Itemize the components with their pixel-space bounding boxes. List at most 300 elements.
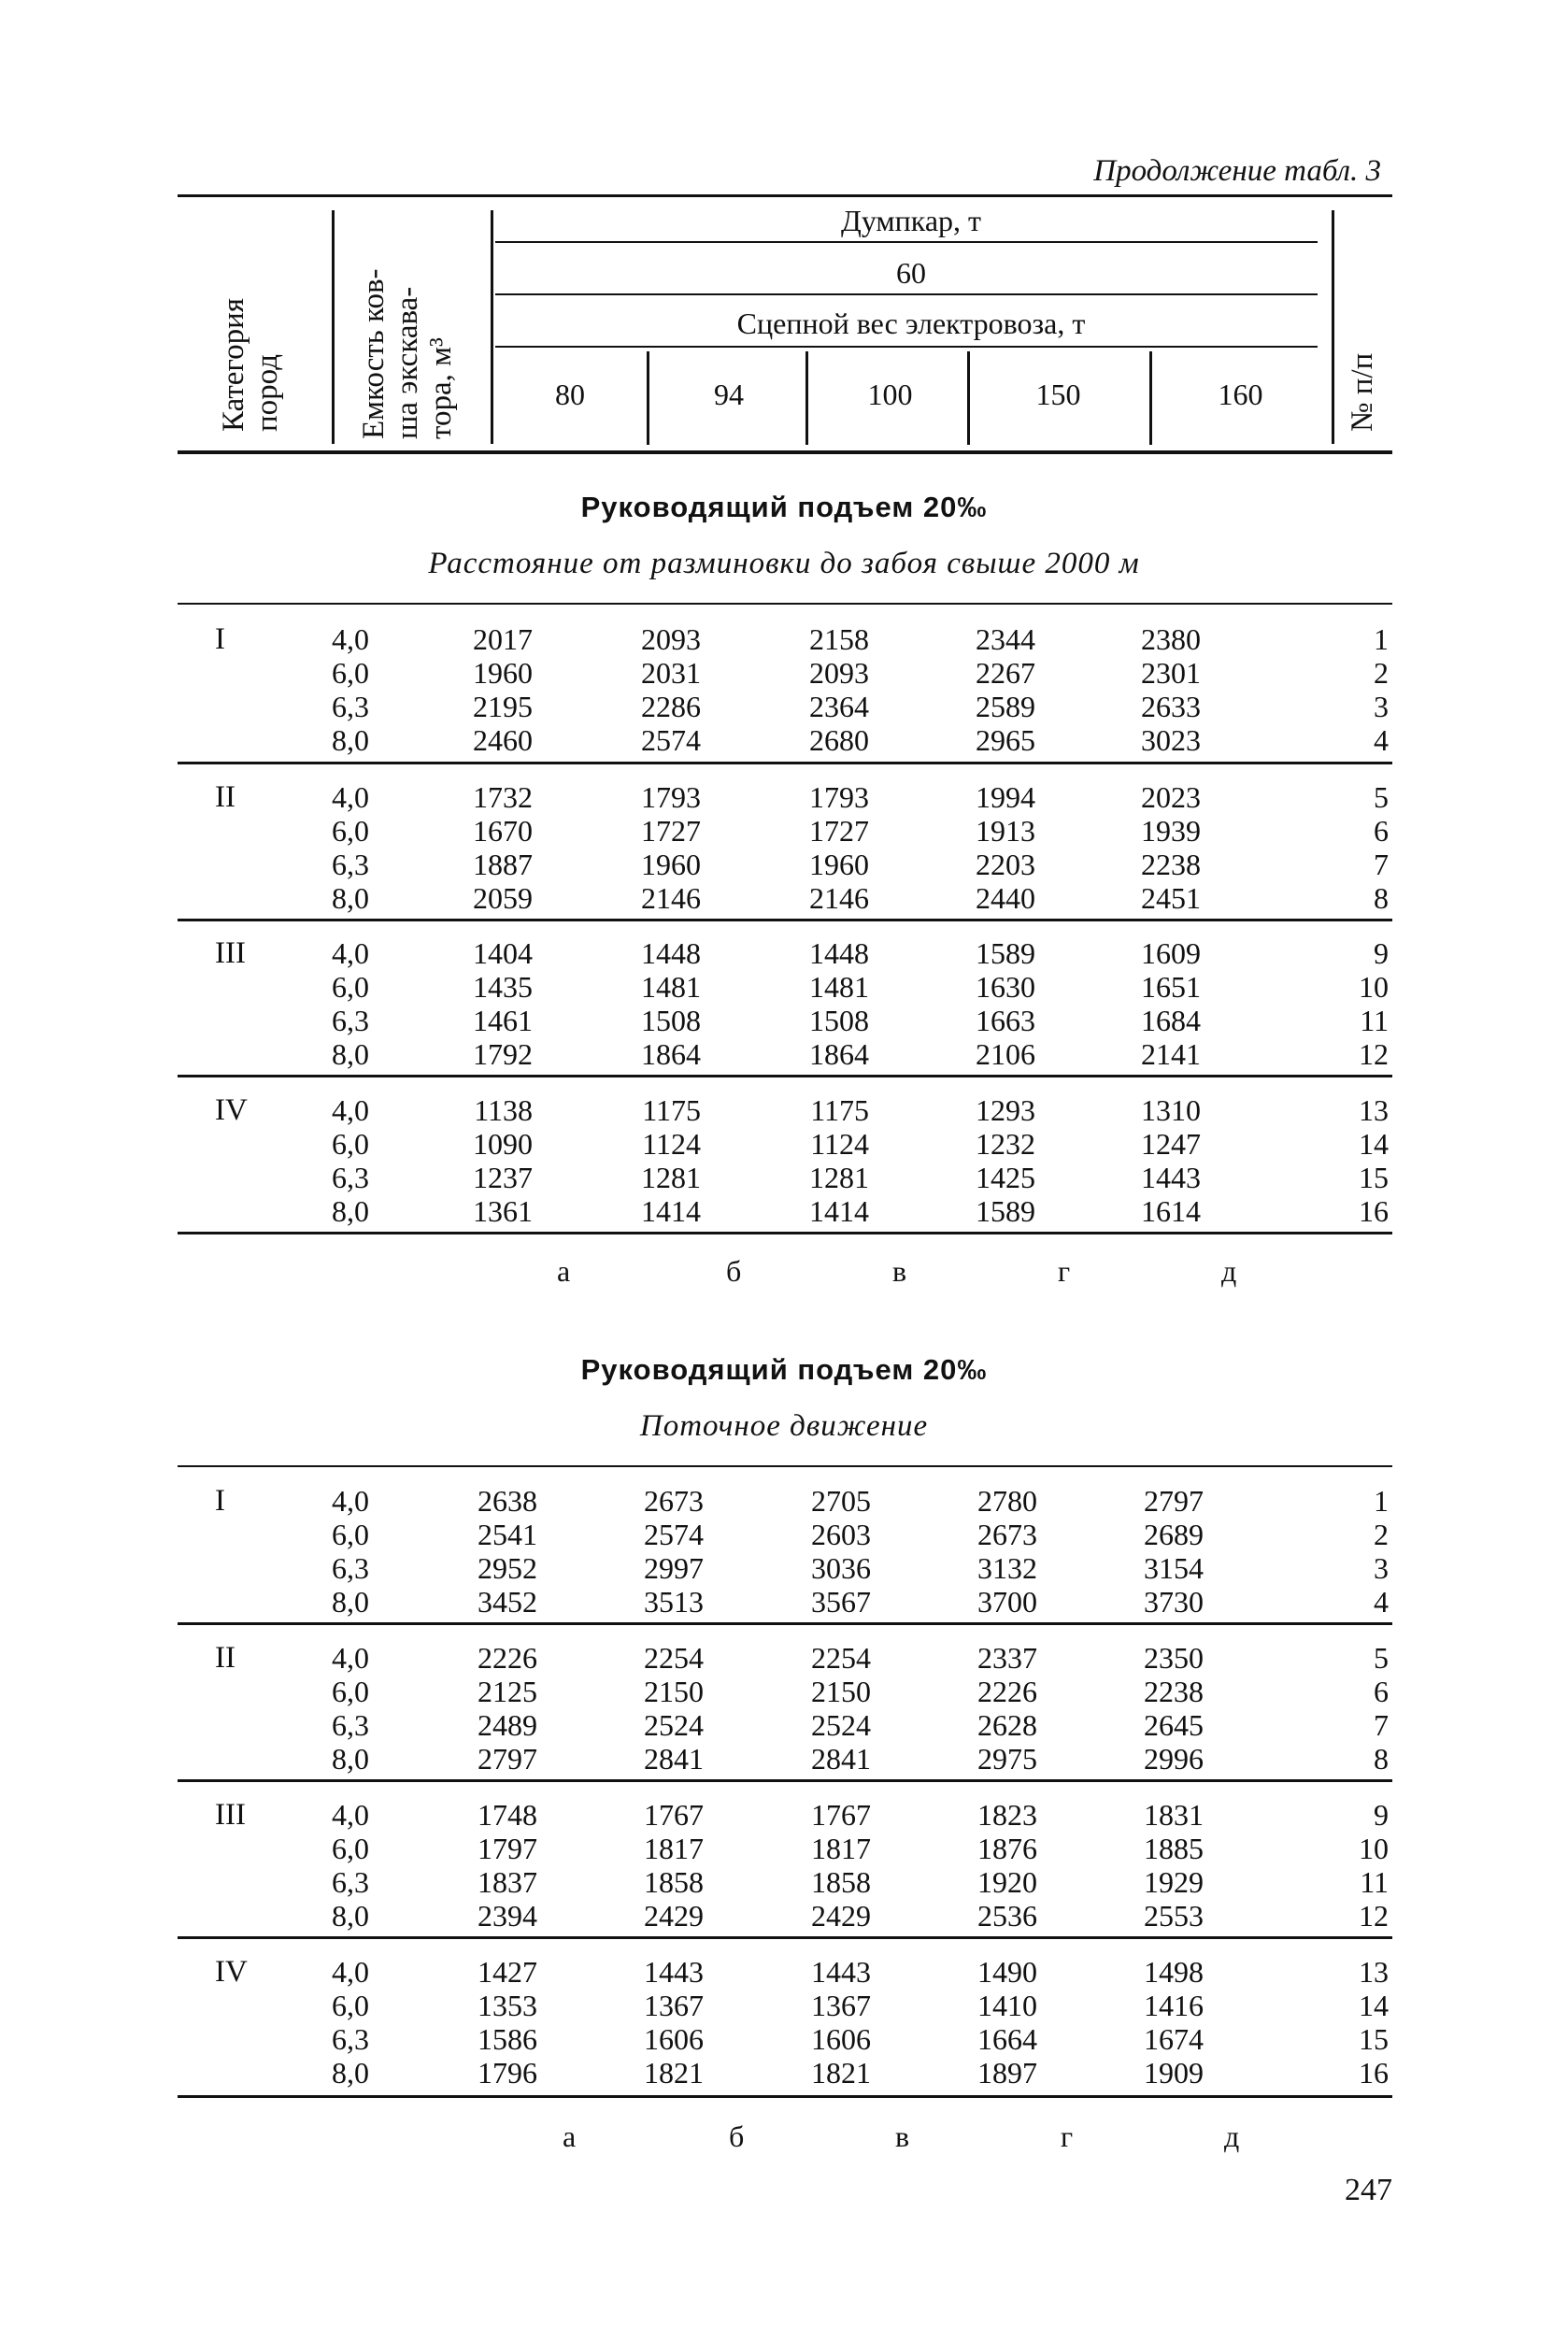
row-number: 5 (1374, 780, 1389, 814)
capacity-cell: 4,0 (332, 1798, 369, 1832)
row-number: 16 (1359, 2056, 1389, 2090)
capacity-cell: 4,0 (332, 1641, 369, 1675)
value-cell: 2394 (478, 1899, 537, 1933)
value-cell: 1674 (1144, 2022, 1204, 2056)
row-number: 1 (1374, 622, 1389, 656)
value-cell: 2146 (809, 881, 869, 915)
capacity-cell: 6,3 (332, 1161, 369, 1194)
value-cell: 1858 (644, 1865, 704, 1899)
value-cell: 2996 (1144, 1742, 1204, 1776)
capacity-cell: 4,0 (332, 1484, 369, 1518)
row-number-column (1346, 1798, 1389, 1933)
row-number: 4 (1374, 1585, 1389, 1619)
value-cell: 1281 (641, 1161, 701, 1194)
capacity-cell: 8,0 (332, 1037, 369, 1071)
capacity-cell: 8,0 (332, 1742, 369, 1776)
value-cell: 2337 (977, 1641, 1037, 1675)
value-cell: 1589 (976, 936, 1035, 970)
value-cell: 2106 (976, 1037, 1035, 1071)
column-letter: а (557, 1254, 571, 1288)
value-cell: 1281 (809, 1161, 869, 1194)
value-column-a (458, 1093, 533, 1228)
value-cell: 1837 (478, 1865, 537, 1899)
capacity-cell: 8,0 (332, 1194, 369, 1228)
header-weight-divider (647, 351, 649, 445)
row-number: 11 (1360, 1004, 1389, 1037)
value-cell: 1361 (473, 1194, 533, 1228)
value-cell: 1435 (473, 970, 533, 1004)
value-cell: 1909 (1144, 2056, 1204, 2090)
row-number-column (1346, 1093, 1389, 1228)
value-column-v (796, 1484, 871, 1619)
value-cell: 1793 (641, 780, 701, 814)
value-cell: 1416 (1144, 1989, 1204, 2022)
value-column-a (458, 780, 533, 915)
continuation-label: Продолжение табл. 3 (1093, 154, 1381, 188)
value-cell: 2364 (809, 690, 869, 723)
value-column-b (629, 1641, 704, 1776)
value-cell: 2203 (976, 848, 1035, 881)
header-dumpcar: Думпкар, т (840, 204, 982, 237)
data-group (178, 1093, 1392, 1250)
page-number: 247 (1345, 2173, 1392, 2207)
value-cell: 2628 (977, 1708, 1037, 1742)
header-weight: 100 (867, 378, 913, 411)
value-cell: 2254 (644, 1641, 704, 1675)
value-cell: 2841 (811, 1742, 871, 1776)
value-cell: 1508 (809, 1004, 869, 1037)
value-cell: 2997 (644, 1551, 704, 1585)
value-cell: 2146 (641, 881, 701, 915)
group-rule (178, 762, 1392, 764)
row-number: 13 (1359, 1955, 1389, 1989)
section-title: Руководящий подъем 20‰ (580, 491, 988, 523)
header-weight: 150 (1035, 378, 1081, 411)
value-cell: 2460 (473, 723, 533, 757)
value-cell: 1498 (1144, 1955, 1204, 1989)
row-number: 6 (1374, 814, 1389, 848)
column-letter: г (1058, 1254, 1071, 1288)
category-label: I (215, 622, 225, 656)
value-column-a (458, 936, 533, 1071)
section-subtitle: Поточное движение (639, 1409, 929, 1443)
value-cell: 2093 (641, 622, 701, 656)
capacity-cell: 8,0 (332, 723, 369, 757)
capacity-cell: 6,0 (332, 970, 369, 1004)
row-number: 2 (1374, 1518, 1389, 1551)
row-number: 16 (1359, 1194, 1389, 1228)
value-cell: 1090 (473, 1127, 533, 1161)
row-number: 14 (1359, 1127, 1389, 1161)
value-cell: 1586 (478, 2022, 537, 2056)
capacity-cell: 4,0 (332, 1955, 369, 1989)
value-column-d (1126, 622, 1201, 757)
row-number: 7 (1374, 1708, 1389, 1742)
data-group (178, 1798, 1392, 1955)
value-column-d (1129, 1641, 1204, 1776)
capacity-cell: 6,0 (332, 1518, 369, 1551)
value-cell: 2286 (641, 690, 701, 723)
value-cell: 2226 (977, 1675, 1037, 1708)
value-cell: 2633 (1141, 690, 1201, 723)
value-column-d (1126, 1093, 1201, 1228)
value-cell: 2093 (809, 656, 869, 690)
header-rule (495, 241, 1318, 243)
header-coupling-weight: Сцепной вес электровоза, т (736, 307, 1086, 340)
header-category-line: Категория (217, 298, 250, 432)
value-cell: 3023 (1141, 723, 1201, 757)
value-cell: 2489 (478, 1708, 537, 1742)
value-cell: 3154 (1144, 1551, 1204, 1585)
value-cell: 2589 (976, 690, 1035, 723)
value-cell: 3036 (811, 1551, 871, 1585)
capacity-column (294, 1955, 369, 2090)
header-dumpcar-value: 60 (896, 256, 926, 290)
value-cell: 1939 (1141, 814, 1201, 848)
value-cell: 1887 (473, 848, 533, 881)
value-cell: 2541 (478, 1518, 537, 1551)
header-rule (495, 346, 1318, 348)
header-row-number (1346, 353, 1379, 432)
value-cell: 1247 (1141, 1127, 1201, 1161)
value-cell: 2195 (473, 690, 533, 723)
row-number-column (1346, 936, 1389, 1071)
value-cell: 1232 (976, 1127, 1035, 1161)
value-cell: 1124 (810, 1127, 869, 1161)
value-cell: 2645 (1144, 1708, 1204, 1742)
value-cell: 1448 (641, 936, 701, 970)
capacity-column (294, 622, 369, 757)
value-cell: 2226 (478, 1641, 537, 1675)
value-column-b (626, 780, 701, 915)
value-cell: 3452 (478, 1585, 537, 1619)
capacity-cell: 6,0 (332, 1832, 369, 1865)
value-cell: 1727 (641, 814, 701, 848)
header-weight-divider (967, 351, 970, 445)
data-group (178, 622, 1392, 779)
section-top-rule (178, 603, 1392, 605)
value-column-g (961, 936, 1035, 1071)
value-cell: 2267 (976, 656, 1035, 690)
value-cell: 1913 (976, 814, 1035, 848)
row-number: 12 (1359, 1037, 1389, 1071)
header-weight: 160 (1218, 378, 1263, 411)
column-letter: г (1061, 2119, 1074, 2153)
header-weight-divider (805, 351, 808, 445)
value-cell: 1796 (478, 2056, 537, 2090)
row-number: 9 (1374, 1798, 1389, 1832)
section-bottom-rule (178, 1232, 1392, 1234)
value-cell: 1864 (641, 1037, 701, 1071)
value-column-v (796, 1641, 871, 1776)
value-cell: 2380 (1141, 622, 1201, 656)
value-cell: 2797 (478, 1742, 537, 1776)
value-cell: 2141 (1141, 1037, 1201, 1071)
group-rule (178, 1936, 1392, 1939)
capacity-cell: 6,0 (332, 1675, 369, 1708)
row-number: 2 (1374, 656, 1389, 690)
value-cell: 1508 (641, 1004, 701, 1037)
value-column-v (794, 622, 869, 757)
category-label: III (215, 1798, 246, 1832)
value-cell: 1821 (644, 2056, 704, 2090)
row-number: 14 (1359, 1989, 1389, 2022)
value-cell: 1614 (1141, 1194, 1201, 1228)
value-cell: 2680 (809, 723, 869, 757)
capacity-column (294, 780, 369, 915)
value-column-b (626, 622, 701, 757)
value-cell: 2344 (976, 622, 1035, 656)
value-cell: 2574 (644, 1518, 704, 1551)
capacity-cell: 6,0 (332, 814, 369, 848)
header-divider (491, 210, 493, 444)
value-column-a (463, 1798, 537, 1933)
value-cell: 2059 (473, 881, 533, 915)
value-column-d (1129, 1484, 1204, 1619)
category-label: II (215, 1641, 235, 1675)
value-cell: 1490 (977, 1955, 1037, 1989)
value-cell: 1748 (478, 1798, 537, 1832)
value-column-b (629, 1484, 704, 1619)
value-cell: 1367 (811, 1989, 871, 2022)
value-cell: 1817 (811, 1832, 871, 1865)
value-cell: 3730 (1144, 1585, 1204, 1619)
row-number-column (1346, 780, 1389, 915)
value-column-d (1129, 1798, 1204, 1933)
value-column-v (794, 936, 869, 1071)
value-column-v (796, 1955, 871, 2090)
section-top-rule (178, 1465, 1392, 1467)
row-number: 8 (1374, 881, 1389, 915)
value-cell: 1897 (977, 2056, 1037, 2090)
column-letter: д (1221, 1254, 1237, 1288)
value-cell: 1960 (809, 848, 869, 881)
capacity-cell: 6,3 (332, 1865, 369, 1899)
value-cell: 1767 (644, 1798, 704, 1832)
row-number: 4 (1374, 723, 1389, 757)
column-letters (0, 2119, 1568, 2157)
row-number-column (1346, 1484, 1389, 1619)
section-subtitle: Расстояние от разминовки до забоя свыше 2000 м (428, 547, 1140, 580)
header-bucket-capacity (357, 268, 458, 439)
value-cell: 1414 (641, 1194, 701, 1228)
row-number: 6 (1374, 1675, 1389, 1708)
header-bucket-line: Емкость ков- (357, 268, 391, 439)
value-cell: 3700 (977, 1585, 1037, 1619)
value-cell: 1427 (478, 1955, 537, 1989)
value-cell: 2797 (1144, 1484, 1204, 1518)
category-label: I (215, 1484, 225, 1518)
header-number-text: № п/п (1346, 352, 1379, 432)
header-divider (1332, 210, 1334, 444)
value-cell: 1920 (977, 1865, 1037, 1899)
column-letter: а (563, 2119, 577, 2153)
value-cell: 1353 (478, 1989, 537, 2022)
value-cell: 2975 (977, 1742, 1037, 1776)
header-weight: 94 (714, 378, 744, 411)
value-cell: 1367 (644, 1989, 704, 2022)
value-cell: 1237 (473, 1161, 533, 1194)
value-cell: 1448 (809, 936, 869, 970)
value-cell: 1293 (976, 1093, 1035, 1127)
group-rule (178, 1075, 1392, 1077)
value-cell: 1481 (809, 970, 869, 1004)
value-cell: 1404 (473, 936, 533, 970)
value-cell: 1664 (977, 2022, 1037, 2056)
value-cell: 2150 (644, 1675, 704, 1708)
value-cell: 2841 (644, 1742, 704, 1776)
value-cell: 1443 (811, 1955, 871, 1989)
value-column-a (463, 1641, 537, 1776)
value-column-g (962, 1641, 1037, 1776)
value-cell: 2429 (811, 1899, 871, 1933)
capacity-cell: 6,3 (332, 2022, 369, 2056)
value-cell: 2023 (1141, 780, 1201, 814)
value-cell: 3132 (977, 1551, 1037, 1585)
value-cell: 2238 (1141, 848, 1201, 881)
value-cell: 2429 (644, 1899, 704, 1933)
data-group (178, 1955, 1392, 2112)
header-weight: 80 (555, 378, 585, 411)
value-cell: 1929 (1144, 1865, 1204, 1899)
value-cell: 2673 (977, 1518, 1037, 1551)
value-cell: 1858 (811, 1865, 871, 1899)
value-column-a (458, 622, 533, 757)
value-cell: 2150 (811, 1675, 871, 1708)
value-cell: 1670 (473, 814, 533, 848)
capacity-column (294, 1093, 369, 1228)
value-cell: 2350 (1144, 1641, 1204, 1675)
value-cell: 2451 (1141, 881, 1201, 915)
value-cell: 1727 (809, 814, 869, 848)
value-cell: 1960 (473, 656, 533, 690)
value-cell: 1606 (811, 2022, 871, 2056)
value-cell: 1410 (977, 1989, 1037, 2022)
value-cell: 2031 (641, 656, 701, 690)
capacity-cell: 4,0 (332, 936, 369, 970)
value-column-a (463, 1955, 537, 2090)
value-column-v (796, 1798, 871, 1933)
value-cell: 3513 (644, 1585, 704, 1619)
row-number-column (1346, 622, 1389, 757)
header-category-line: пород (250, 354, 284, 432)
value-cell: 2524 (811, 1708, 871, 1742)
capacity-cell: 4,0 (332, 622, 369, 656)
value-column-g (961, 780, 1035, 915)
row-number: 7 (1374, 848, 1389, 881)
row-number-column (1346, 1955, 1389, 2090)
group-rule (178, 1622, 1392, 1625)
group-rule (178, 1779, 1392, 1782)
row-number: 12 (1359, 1899, 1389, 1933)
value-cell: 1732 (473, 780, 533, 814)
row-number: 15 (1359, 1161, 1389, 1194)
value-cell: 1606 (644, 2022, 704, 2056)
capacity-cell: 8,0 (332, 1899, 369, 1933)
value-column-g (961, 622, 1035, 757)
capacity-column (294, 1798, 369, 1933)
column-letter: в (892, 1254, 907, 1288)
value-cell: 1684 (1141, 1004, 1201, 1037)
value-cell: 2440 (976, 881, 1035, 915)
value-cell: 1481 (641, 970, 701, 1004)
value-column-d (1126, 780, 1201, 915)
row-number: 8 (1374, 1742, 1389, 1776)
value-cell: 1443 (644, 1955, 704, 1989)
column-letter: в (895, 2119, 910, 2153)
data-group (178, 936, 1392, 1093)
value-cell: 1663 (976, 1004, 1035, 1037)
value-cell: 1767 (811, 1798, 871, 1832)
capacity-cell: 6,0 (332, 656, 369, 690)
capacity-cell: 6,3 (332, 690, 369, 723)
category-label: III (215, 936, 246, 970)
value-cell: 1609 (1141, 936, 1201, 970)
capacity-cell: 6,0 (332, 1127, 369, 1161)
value-cell: 1589 (976, 1194, 1035, 1228)
value-cell: 1175 (642, 1093, 701, 1127)
value-cell: 2524 (644, 1708, 704, 1742)
value-column-g (962, 1955, 1037, 2090)
row-number: 15 (1359, 2022, 1389, 2056)
row-number: 5 (1374, 1641, 1389, 1675)
data-group (178, 1641, 1392, 1798)
row-number: 1 (1374, 1484, 1389, 1518)
header-bottom-rule (178, 450, 1392, 454)
category-label: IV (215, 1093, 248, 1127)
row-number: 13 (1359, 1093, 1389, 1127)
capacity-column (294, 1484, 369, 1619)
row-number: 11 (1360, 1865, 1389, 1899)
value-cell: 1797 (478, 1832, 537, 1865)
value-cell: 1310 (1141, 1093, 1201, 1127)
group-rule (178, 919, 1392, 921)
column-letter: б (726, 1254, 742, 1288)
header-bucket-line: тора, м³ (424, 337, 458, 439)
header-top-rule (178, 194, 1392, 197)
header-weight-divider (1149, 351, 1152, 445)
value-cell: 1960 (641, 848, 701, 881)
value-cell: 2780 (977, 1484, 1037, 1518)
value-cell: 2017 (473, 622, 533, 656)
value-cell: 2689 (1144, 1518, 1204, 1551)
category-label: IV (215, 1955, 248, 1989)
capacity-cell: 8,0 (332, 2056, 369, 2090)
value-column-g (961, 1093, 1035, 1228)
value-cell: 1461 (473, 1004, 533, 1037)
column-letter: б (729, 2119, 745, 2153)
value-cell: 1792 (473, 1037, 533, 1071)
value-column-b (626, 936, 701, 1071)
capacity-cell: 6,3 (332, 848, 369, 881)
value-column-d (1129, 1955, 1204, 2090)
value-cell: 2536 (977, 1899, 1037, 1933)
value-cell: 1651 (1141, 970, 1201, 1004)
value-cell: 1876 (977, 1832, 1037, 1865)
value-cell: 1443 (1141, 1161, 1201, 1194)
value-cell: 2952 (478, 1551, 537, 1585)
value-cell: 2705 (811, 1484, 871, 1518)
section-title: Руководящий подъем 20‰ (580, 1353, 988, 1386)
value-cell: 2238 (1144, 1675, 1204, 1708)
value-cell: 1994 (976, 780, 1035, 814)
value-cell: 3567 (811, 1585, 871, 1619)
value-column-g (962, 1484, 1037, 1619)
row-number: 10 (1359, 1832, 1389, 1865)
value-column-b (629, 1798, 704, 1933)
value-cell: 1831 (1144, 1798, 1204, 1832)
value-cell: 2125 (478, 1675, 537, 1708)
